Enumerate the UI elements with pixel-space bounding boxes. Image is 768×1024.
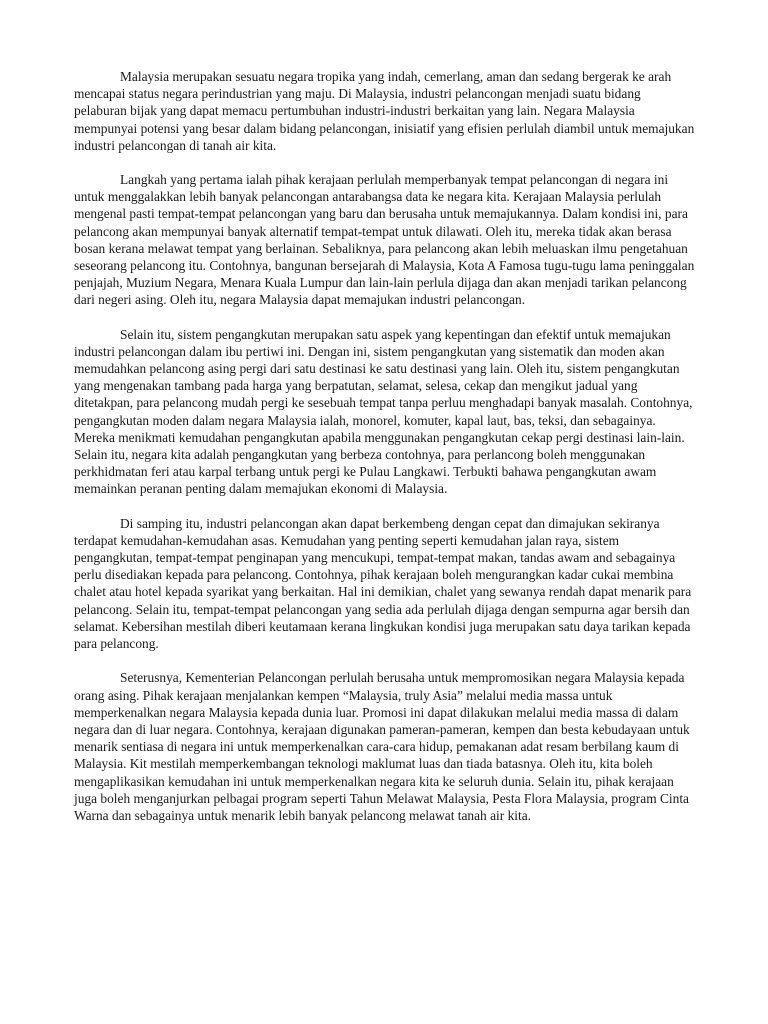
paragraph-transport: Selain itu, sistem pengangkutan merupakan satu aspek yang kepentingan dan efektif untuk memajukan industri pelancongan dalam ibu pertiwi ini. Dengan ini, sistem pengangkutan yang sistematik dan moden akan memudahkan pelancong asing pergi dari satu destinasi ke satu destinasi yang lain. Oleh itu, sistem pengangkutan yang mengenakan tambang pada harga yang berpatutan, selamat, selesa, cekap dan mengikut jadual yang ditetakpan, para pelancong mudah pergi ke sesebuah tempat tanpa perluu menghadapi banyak masalah. Contohnya, pengangkutan moden dalam negara Malaysia ialah, monorel, komuter, kapal laut, bas, teksi, dan sebagainya. Mereka menikmati kemudahan pengangkutan apabila menggunakan pengangkutan cekap pergi destinasi lain-lain. Selain itu, negara kita adalah pengangkutan yang berbeza contohnya, para perlancong boleh menggunakan perkhidmatan feri atau karpal terbang untuk pergi ke Pulau Langkawi. Terbukti bahawa pengangkutan awam memainkan peranan penting dalam memajukan ekonomi di Malaysia.: [74, 326, 693, 497]
paragraph-intro: Malaysia merupakan sesuatu negara tropika yang indah, cemerlang, aman dan sedang bergerak ke arah mencapai status negara perindustrian yang maju. Di Malaysia, industri pelancongan menjadi suatu bidang pelaburan bijak yang dapat memacu pertumbuhan industri-industri berkaitan yang lain. Negara Malaysia mempunyai potensi yang besar dalam bidang pelancongan, inisiatif yang efisien perlulah diambil untuk memajukan industri pelancongan di tanah air kita.: [74, 69, 695, 153]
document-body: [74, 68, 696, 824]
paragraph-facilities: Di samping itu, industri pelancongan akan dapat berkembeng dengan cepat dan dimajukan sekiranya terdapat kemudahan-kemudahan asas. Kemudahan yang penting seperti kemudahan jalan raya, sistem pengangkutan, tempat-tempat penginapan yang mencukupi, tempat-tempat makan, tandas awam and sebagainya perlu disediakan kepada para pelancong. Contohnya, pihak kerajaan boleh mengurangkan kadar cukai membina chalet atau hotel kepada syarikat yang berkaitan. Hal ini demikian, chalet yang sewanya rendah dapat menarik para pelancong. Selain itu, tempat-tempat pelancongan yang sedia ada perlulah dijaga dengan sempurna agar bersih dan selamat. Kebersihan mestilah diberi keutamaan kerana lingkukan kondisi juga merupakan satu daya tarikan kepada para pelancong.: [74, 515, 692, 652]
paragraph-promotion: Seterusnya, Kementerian Pelancongan perlulah berusaha untuk mempromosikan negara Malaysia kepada orang asing. Pihak kerajaan menjalankan kempen “Malaysia, truly Asia” melalui media massa untuk memperkenalkan negara Malaysia kepada dunia luar. Promosi ini dapat dilakukan melalui media massa di dalam negara dan di luar negara. Contohnya, kerajaan digunakan pameran-pameran, kempen dan besta kebudayaan untuk menarik sentiasa di negara ini untuk memperkenalkan cara-cara hidup, pemakanan adat resam berbilang kaum di Malaysia. Kit mestilah memperkembangan teknologi maklumat luas dan tiada batasnya. Oleh itu, kita boleh mengaplikasikan kemudahan ini untuk memperkenalkan negara kita ke seluruh dunia. Selain itu, pihak kerajaan juga boleh menganjurkan pelbagai program seperti Tahun Melawat Malaysia, Pesta Flora Malaysia, program Cinta Warna dan sebagainya untuk menarik lebih banyak pelancong melawat tanah air kita.: [74, 670, 690, 823]
paragraph-tourist-spots: Langkah yang pertama ialah pihak kerajaan perlulah memperbanyak tempat pelancongan di negara ini untuk menggalakkan lebih banyak pelancongan antarabangsa data ke negara kita. Kerajaan Malaysia perlulah mengenal pasti tempat-tempat pelancongan yang baru dan berusaha untuk memajukannya. Dalam kondisi ini, para pelancong akan mempunyai banyak alternatif tempat-tempat untuk dilawati. Oleh itu, mereka tidak akan berasa bosan kerana melawat tempat yang berlainan. Sebaliknya, para pelancong akan lebih meluaskan ilmu pengetahuan seseorang pelancong itu. Contohnya, bangunan bersejarah di Malaysia, Kota A Famosa tugu-tugu lama peninggalan penjajah, Muzium Negara, Menara Kuala Lumpur dan lain-lain perlula dijaga dan akan menjadi tarikan pelancong dari negeri asing. Oleh itu, negara Malaysia dapat memajukan industri pelancongan.: [74, 172, 695, 308]
